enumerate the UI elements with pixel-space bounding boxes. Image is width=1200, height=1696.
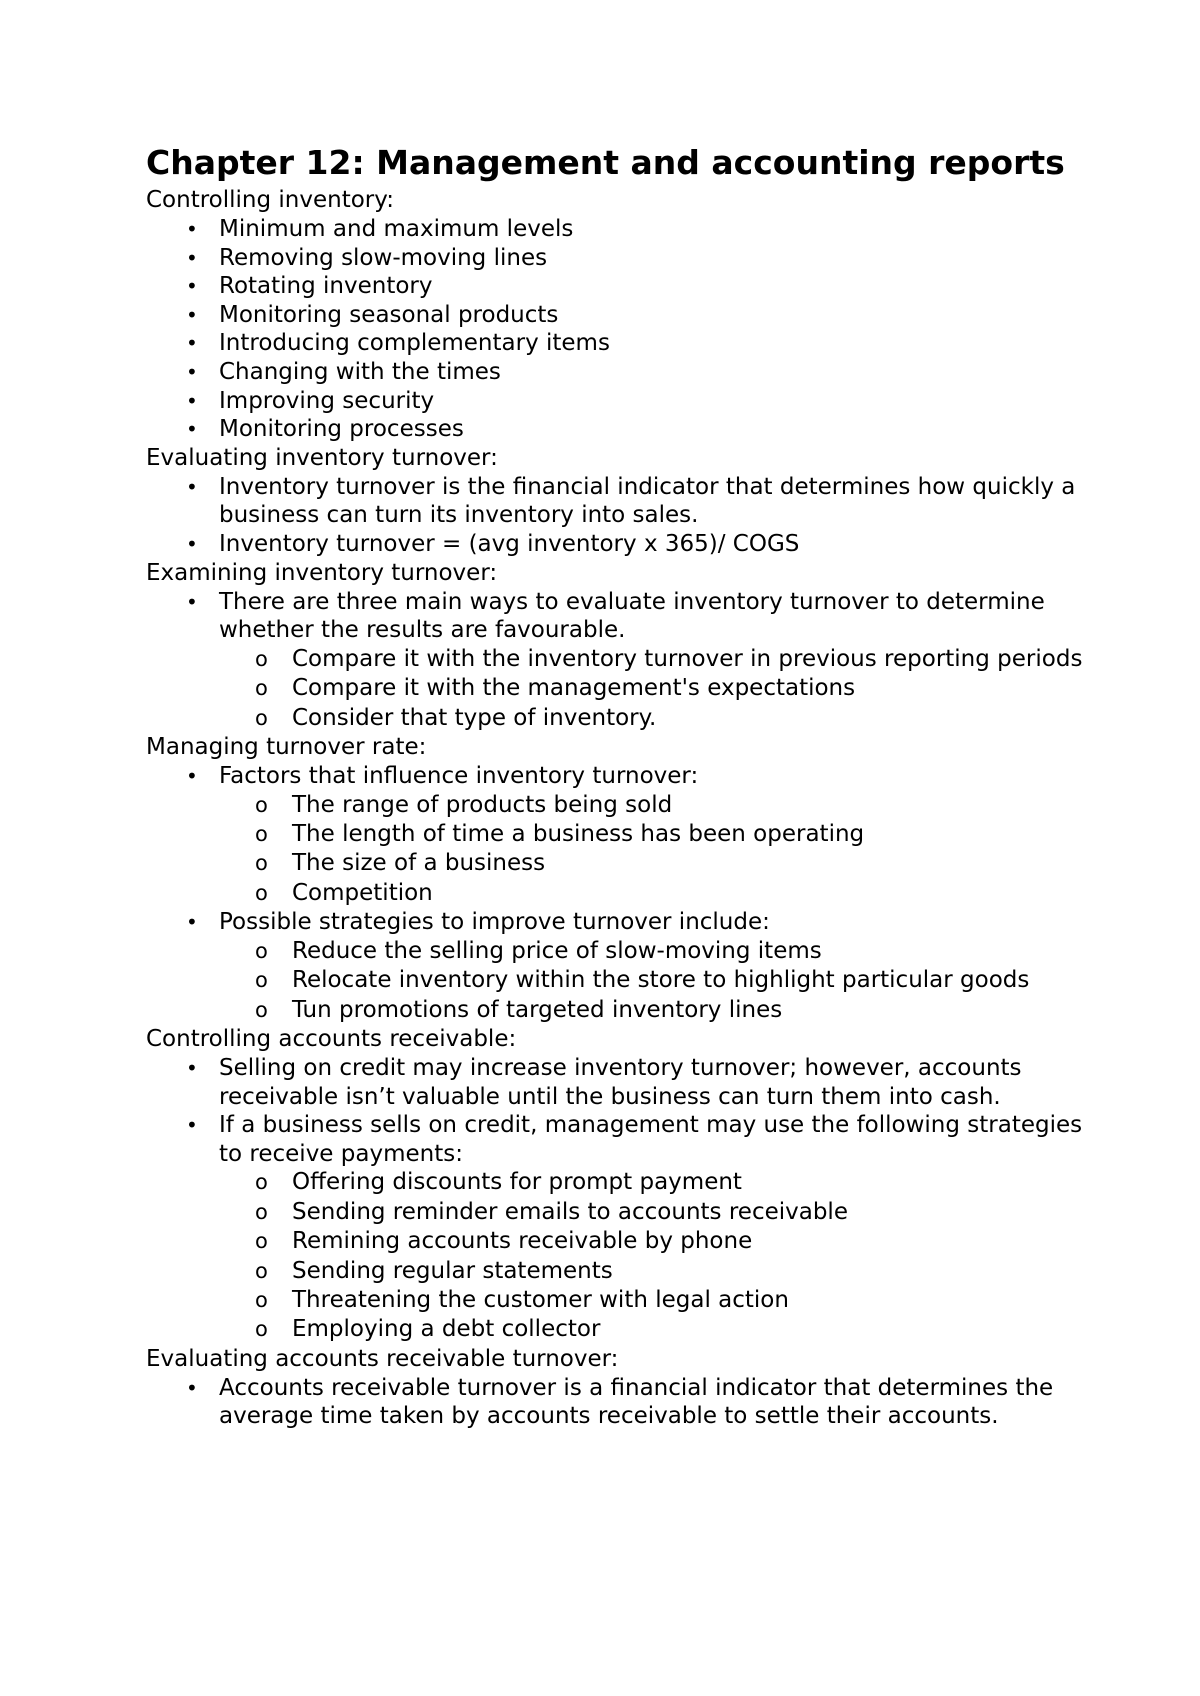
bullet-icon: •	[186, 331, 198, 356]
circle-bullet-icon: o	[255, 646, 268, 671]
sub-bullet-list	[219, 645, 1086, 733]
sub-list-item-text: Threatening the customer with legal action	[292, 1286, 789, 1313]
section-heading: Examining inventory turnover:	[146, 559, 498, 586]
sub-bullet-list	[219, 1168, 1086, 1344]
list-item	[186, 588, 1086, 733]
circle-bullet-icon: o	[255, 968, 268, 993]
sub-bullet-list	[219, 937, 1086, 1025]
sub-list-item-text: The size of a business	[292, 850, 546, 877]
circle-bullet-icon: o	[255, 938, 268, 963]
list-item	[186, 301, 1086, 330]
bullet-list	[146, 215, 1086, 444]
bullet-icon: •	[186, 1055, 198, 1080]
bullet-icon: •	[186, 217, 198, 241]
list-item	[186, 244, 1086, 273]
list-item	[186, 358, 1086, 387]
list-item	[186, 387, 1086, 416]
sub-list-item-text: Compare it with the management's expectations	[292, 675, 856, 702]
sub-list-item	[255, 966, 1086, 995]
bullet-icon: •	[186, 474, 198, 499]
circle-bullet-icon: o	[255, 792, 268, 817]
bullet-icon: •	[186, 1113, 198, 1138]
bullet-icon: •	[186, 302, 198, 327]
bullet-icon: •	[186, 417, 198, 442]
sub-list-item-text: Remining accounts receivable by phone	[292, 1228, 753, 1255]
sub-list-item	[255, 645, 1086, 674]
sub-list-item-text: Offering discounts for prompt payment	[292, 1169, 742, 1196]
list-item	[186, 473, 1086, 530]
list-item-text: Minimum and maximum levels	[219, 216, 574, 242]
circle-bullet-icon: o	[255, 821, 268, 846]
list-item-text: Inventory turnover is the financial indicator that determines how quickly a business can turn its inventory into sales.	[219, 473, 1076, 529]
document-body	[146, 186, 1086, 1431]
list-item	[186, 908, 1086, 1025]
sub-list-item-text: The range of products being sold	[292, 791, 673, 818]
bullet-icon: •	[186, 274, 198, 299]
bullet-list	[146, 473, 1086, 559]
circle-bullet-icon: o	[255, 705, 268, 730]
sub-list-item	[255, 937, 1086, 966]
circle-bullet-icon: o	[255, 1229, 268, 1254]
section-heading: Controlling accounts receivable:	[146, 1025, 517, 1052]
list-item-text: Improving security	[219, 387, 435, 414]
circle-bullet-icon: o	[255, 1170, 268, 1195]
circle-bullet-icon: o	[255, 1317, 268, 1342]
circle-bullet-icon: o	[255, 880, 268, 905]
sub-list-item	[255, 1286, 1086, 1315]
list-item-text: Possible strategies to improve turnover include:	[219, 909, 770, 936]
list-item-text: Changing with the times	[219, 358, 501, 385]
list-item	[186, 415, 1086, 444]
list-item-text: Inventory turnover = (avg inventory x 365)/ COGS	[219, 530, 800, 557]
circle-bullet-icon: o	[255, 851, 268, 876]
bullet-icon: •	[186, 388, 198, 413]
bullet-list	[146, 762, 1086, 1025]
sub-list-item-text: Sending regular statements	[292, 1257, 613, 1284]
list-item	[186, 272, 1086, 301]
bullet-icon: •	[186, 589, 198, 614]
circle-bullet-icon: o	[255, 676, 268, 701]
sub-list-item-text: Employing a debt collector	[292, 1316, 601, 1343]
bullet-icon: •	[186, 531, 198, 556]
list-item-text: Monitoring seasonal products	[219, 301, 559, 328]
sub-list-item	[255, 791, 1086, 820]
sub-list-item-text: The length of time a business has been operating	[292, 820, 865, 847]
list-item-text: Accounts receivable turnover is a financial indicator that determines the average time taken by accounts receivable to settle their accounts.	[219, 1374, 1054, 1430]
bullet-icon: •	[186, 1375, 198, 1400]
page-title: Chapter 12: Management and accounting reports	[146, 143, 1065, 182]
bullet-list	[146, 588, 1086, 733]
circle-bullet-icon: o	[255, 1199, 268, 1224]
sub-list-item	[255, 704, 1086, 733]
circle-bullet-icon: o	[255, 997, 268, 1022]
list-item	[186, 215, 1086, 244]
section-heading: Controlling inventory:	[146, 187, 394, 213]
bullet-icon: •	[186, 910, 198, 935]
sub-list-item	[255, 879, 1086, 908]
list-item-text: Rotating inventory	[219, 273, 433, 300]
list-item-text: Factors that influence inventory turnover:	[219, 762, 699, 789]
list-item-text: Monitoring processes	[219, 416, 464, 443]
section-heading: Managing turnover rate:	[146, 733, 427, 760]
sub-list-item	[255, 674, 1086, 703]
list-item-text: If a business sells on credit, management may use the following strategies to receive payments:	[219, 1112, 1083, 1167]
list-item	[186, 1054, 1086, 1111]
sub-list-item	[255, 1315, 1086, 1344]
list-item	[186, 530, 1086, 559]
list-item-text: Removing slow-moving lines	[219, 244, 548, 271]
sub-list-item	[255, 1168, 1086, 1197]
bullet-icon: •	[186, 245, 198, 270]
list-item-text: There are three main ways to evaluate inventory turnover to determine whether the results are favourable.	[219, 588, 1045, 644]
document-page	[146, 140, 1086, 1431]
sub-list-item	[255, 849, 1086, 878]
sub-list-item	[255, 996, 1086, 1025]
sub-list-item-text: Relocate inventory within the store to highlight particular goods	[292, 967, 1030, 994]
bullet-icon: •	[186, 763, 198, 788]
list-item	[186, 1111, 1086, 1345]
sub-bullet-list	[219, 791, 1086, 909]
bullet-list	[146, 1374, 1086, 1431]
sub-list-item	[255, 820, 1086, 849]
sub-list-item-text: Tun promotions of targeted inventory lines	[292, 996, 783, 1023]
circle-bullet-icon: o	[255, 1258, 268, 1283]
sub-list-item	[255, 1227, 1086, 1256]
sub-list-item-text: Compare it with the inventory turnover in previous reporting periods	[292, 645, 1083, 672]
sub-list-item-text: Sending reminder emails to accounts receivable	[292, 1198, 848, 1225]
sub-list-item	[255, 1257, 1086, 1286]
list-item	[186, 329, 1086, 358]
section-heading: Evaluating accounts receivable turnover:	[146, 1345, 619, 1372]
list-item-text: Introducing complementary items	[219, 330, 610, 357]
sub-list-item-text: Competition	[292, 879, 433, 906]
bullet-icon: •	[186, 359, 198, 384]
sub-list-item-text: Consider that type of inventory.	[292, 704, 657, 731]
list-item	[186, 1374, 1086, 1431]
sub-list-item	[255, 1198, 1086, 1227]
sub-list-item-text: Reduce the selling price of slow-moving items	[292, 937, 822, 964]
circle-bullet-icon: o	[255, 1287, 268, 1312]
list-item-text: Selling on credit may increase inventory turnover; however, accounts receivable isn’t valuable until the business can turn them into cash.	[219, 1054, 1022, 1110]
section-heading: Evaluating inventory turnover:	[146, 444, 498, 471]
list-item	[186, 762, 1086, 908]
bullet-list	[146, 1054, 1086, 1345]
